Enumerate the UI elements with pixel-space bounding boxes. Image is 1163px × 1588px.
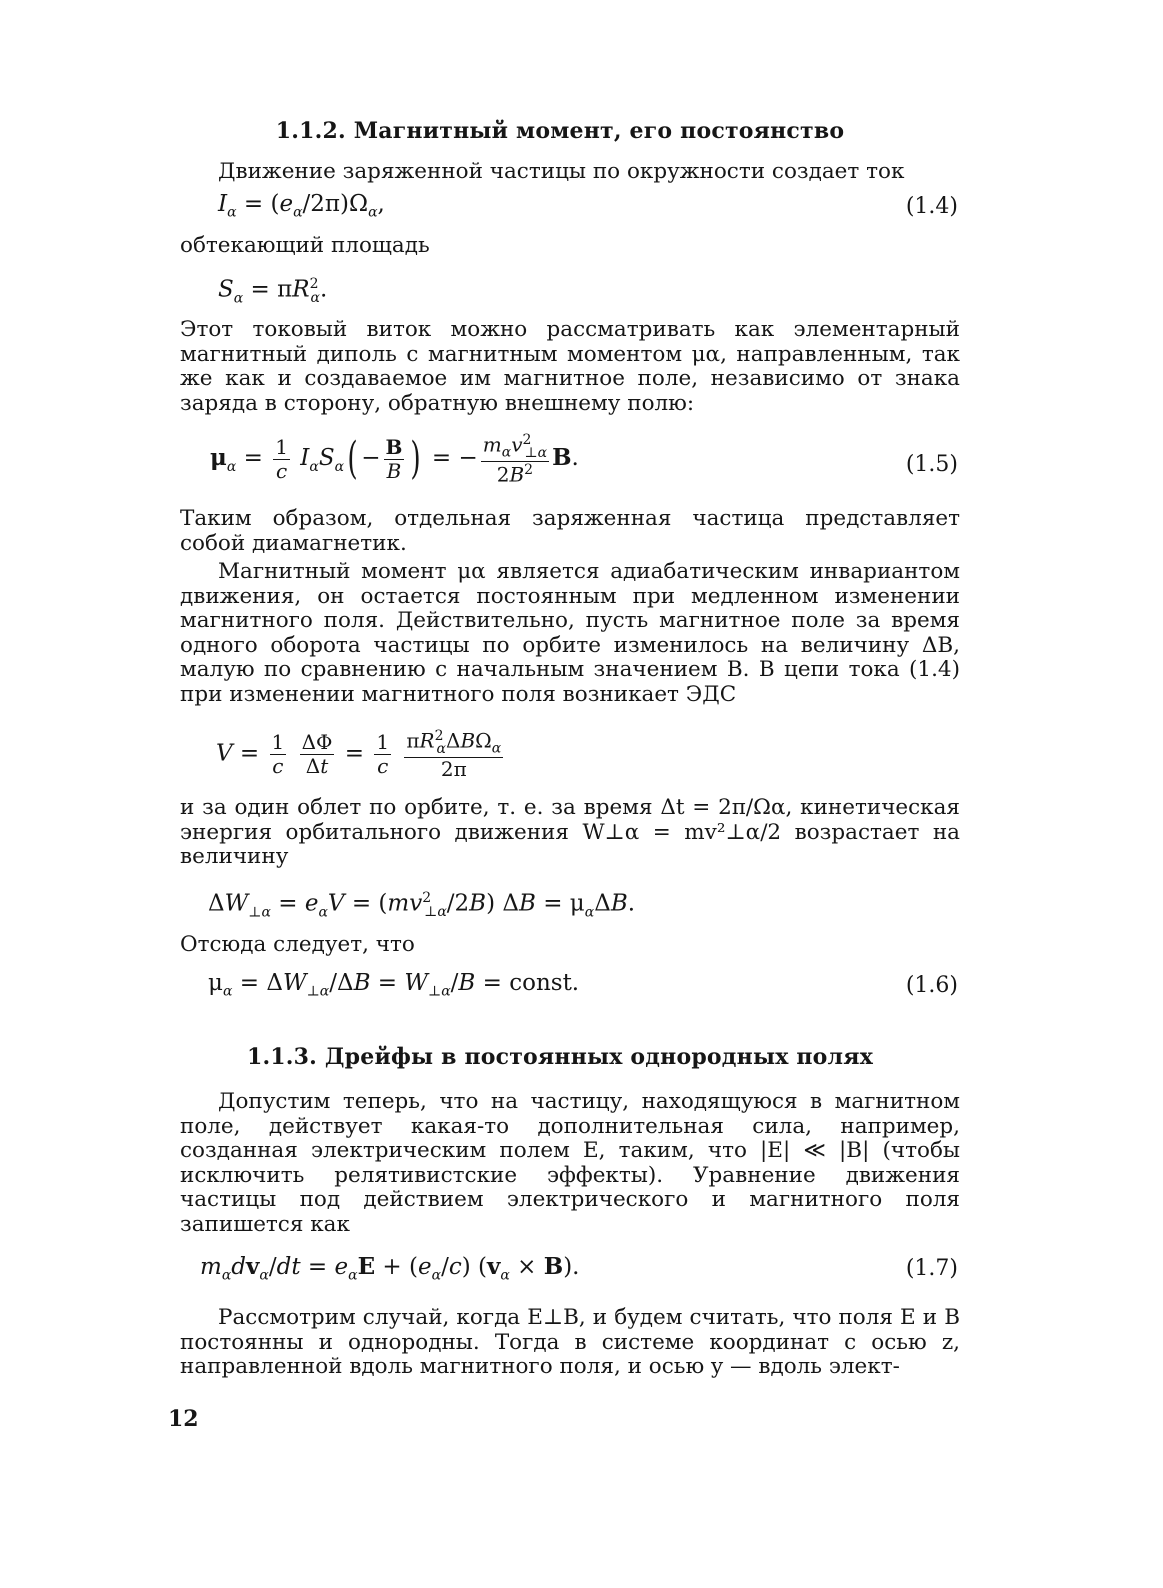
section-heading: 1.1.2. Магнитный момент, его постоянство bbox=[275, 118, 845, 144]
equation-1-7: $m_\alpha dv_\alpha/dt = e_\alpha E + (e_\alpha/c) (v_\alpha \times B)$. bbox=[200, 1253, 580, 1284]
equation-area: $S_\alpha = \pi R^2_\alpha$. bbox=[218, 276, 328, 307]
equation-number: (1.7) bbox=[905, 1256, 958, 1281]
equation-number: (1.4) bbox=[905, 194, 958, 219]
equation-1-6: $\mu_\alpha = \Delta W_{\perp\alpha}/\Delta B = W_{\perp\alpha}/B$ = const. bbox=[208, 970, 580, 1000]
page-number: 12 bbox=[168, 1406, 199, 1432]
paragraph: Этот токовый виток можно рассматривать как элементарный магнитный диполь с магнитным моментом μα, направленным, так же как и создаваемое им магнитное поле, независимо от знака заряда в сторону, обратную внешнему полю: bbox=[180, 317, 960, 416]
equation-number: (1.6) bbox=[905, 973, 958, 998]
paragraph: и за один облет по орбите, т. е. за время Δt = 2π/Ωα, кинетическая энергия орбитального движения W⊥α = mv²⊥α/2 возрастает на величину bbox=[180, 795, 960, 870]
paragraph: Магнитный момент μα является адиабатическим инвариантом движения, он остается постоянным при медленном изменении магнитного поля. Действительно, пусть магнитное поле за время одного оборота частицы по орбите изменилось на величину ΔB, малую по сравнению с начальным значением B. В цепи тока (1.4) при изменении магнитного поля возникает ЭДС bbox=[180, 559, 960, 707]
equation-number: (1.5) bbox=[905, 452, 958, 477]
equation-1-4: $I_\alpha = (e_\alpha/2\pi)\Omega_\alpha$, bbox=[218, 191, 385, 221]
paragraph: обтекающий площадь bbox=[180, 233, 430, 258]
section-heading: 1.1.3. Дрейфы в постоянных однородных полях bbox=[246, 1044, 874, 1070]
equation-emf: V = $\frac{1}{c}$ $\frac{\Delta\Phi}{\Delta t}$ = $\frac{1}{c}$ $\pi R^2_\alpha\Delta B\Omega_\alpha$ 2π bbox=[216, 728, 502, 781]
equation-energy-gain: $\Delta W_{\perp\alpha} = e_\alpha V = (mv^2_{\perp\alpha}/2B) \Delta B = \mu_\alpha\Delta B$. bbox=[208, 890, 636, 921]
paragraph: Допустим теперь, что на частицу, находящуюся в магнитном поле, действует какая-то дополнительная сила, например, созданная электрическим полем E, таким, что |E| ≪ |B| (чтобы исключить релятивистские эффекты). Уравнение движения частицы под действием электрического и магнитного поля запишется как bbox=[180, 1089, 960, 1237]
paragraph: Движение заряженной частицы по окружности создает ток bbox=[218, 159, 905, 184]
equation-1-5: $\mu_\alpha$ = $\frac{1}{c}$ $I_\alpha S_\alpha$( − $\frac{B}{B}$ ) = − $m_\alpha v^2_{\perp\alpha}$ $2B^2$ B. bbox=[210, 432, 579, 487]
paragraph: Таким образом, отдельная заряженная частица представляет собой диамагнетик. bbox=[180, 506, 960, 556]
paragraph: Рассмотрим случай, когда E⊥B, и будем считать, что поля E и B постоянны и однородны. Тогда в системе координат с осью z, направленной вдоль магнитного поля, и осью y — вдоль элект- bbox=[180, 1305, 960, 1380]
paragraph: Отсюда следует, что bbox=[180, 932, 415, 957]
